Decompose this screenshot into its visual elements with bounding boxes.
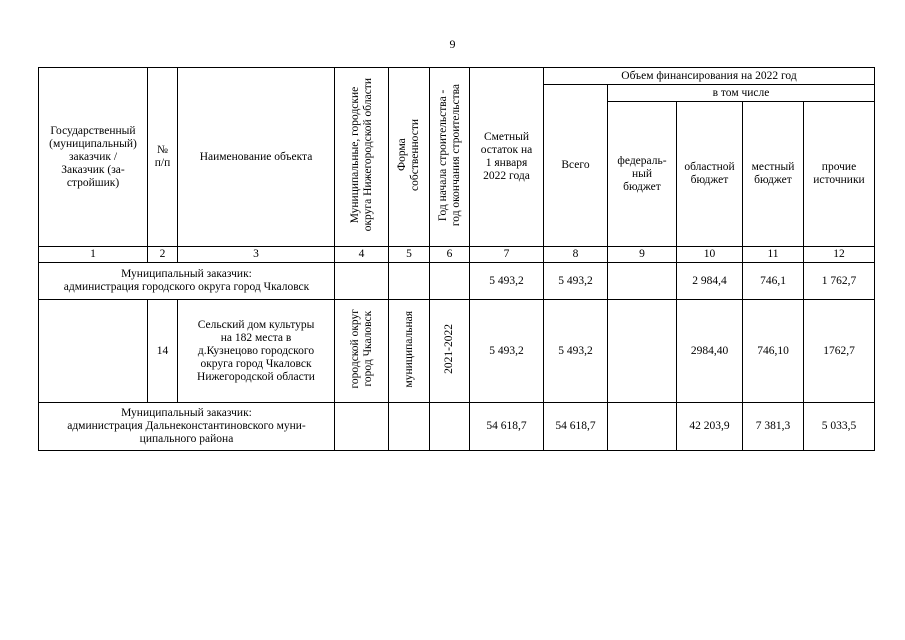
column-number: 7 [470,247,544,263]
cell-other: 5 033,5 [804,403,875,451]
header-regional: областной бюджет [677,102,743,247]
cell-federal [608,263,677,300]
header-customer: Государственный (муниципальный) заказчик / Заказчик (за- стройшик) [39,68,148,247]
empty-cell [430,263,470,300]
cell-object-name: Сельский дом культуры на 182 места в д.Кузнецово городского округа город Чкаловск Нижегородской области [178,300,335,403]
cell-number: 14 [148,300,178,403]
header-financing-total: Объем финансирования на 2022 год [544,68,875,85]
column-number-row [39,247,875,263]
cell-ownership: муниципальная [389,300,430,403]
cell-total: 5 493,2 [544,300,608,403]
empty-cell [430,403,470,451]
column-number: 11 [743,247,804,263]
cell-regional: 2984,40 [677,300,743,403]
table-row-item [39,300,875,403]
column-number: 2 [148,247,178,263]
column-number: 1 [39,247,148,263]
cell-federal [608,300,677,403]
cell-total: 5 493,2 [544,263,608,300]
header-local: местный бюджет [743,102,804,247]
table-row-group [39,403,875,451]
empty-cell [389,403,430,451]
column-number: 3 [178,247,335,263]
column-number: 10 [677,247,743,263]
cell-municipality: городской округ город Чкаловск [335,300,389,403]
group-customer-label: Муниципальный заказчик: администрация Дальнеконстантиновского муни- ципального района [39,403,335,451]
cell-balance: 5 493,2 [470,300,544,403]
header-total: Всего [544,85,608,247]
empty-cell [39,300,148,403]
header-row-1 [39,68,875,85]
empty-cell [335,263,389,300]
header-years: Год начала строительства - год окончания строительства [430,68,470,247]
cell-balance: 5 493,2 [470,263,544,300]
header-municipalities: Муниципальные, городские округа Нижегородской области [335,68,389,247]
header-estimated-balance: Сметный остаток на 1 января 2022 года [470,68,544,247]
table-row-group [39,263,875,300]
cell-regional: 2 984,4 [677,263,743,300]
column-number: 5 [389,247,430,263]
cell-regional: 42 203,9 [677,403,743,451]
group-customer-label: Муниципальный заказчик: администрация городского округа город Чкаловск [39,263,335,300]
cell-local: 746,10 [743,300,804,403]
column-number: 12 [804,247,875,263]
cell-total: 54 618,7 [544,403,608,451]
empty-cell [389,263,430,300]
column-number: 9 [608,247,677,263]
cell-years: 2021-2022 [430,300,470,403]
header-other: прочие источники [804,102,875,247]
column-number: 6 [430,247,470,263]
cell-other: 1 762,7 [804,263,875,300]
investment-program-table [38,67,875,451]
cell-federal [608,403,677,451]
header-including: в том числе [608,85,875,102]
page-number: 9 [449,37,456,51]
cell-balance: 54 618,7 [470,403,544,451]
header-federal: федераль- ный бюджет [608,102,677,247]
column-number: 4 [335,247,389,263]
cell-other: 1762,7 [804,300,875,403]
header-ownership: Форма собственности [389,68,430,247]
header-object-name: Наименование объекта [178,68,335,247]
cell-local: 746,1 [743,263,804,300]
column-number: 8 [544,247,608,263]
cell-local: 7 381,3 [743,403,804,451]
empty-cell [335,403,389,451]
header-number: № п/п [148,68,178,247]
